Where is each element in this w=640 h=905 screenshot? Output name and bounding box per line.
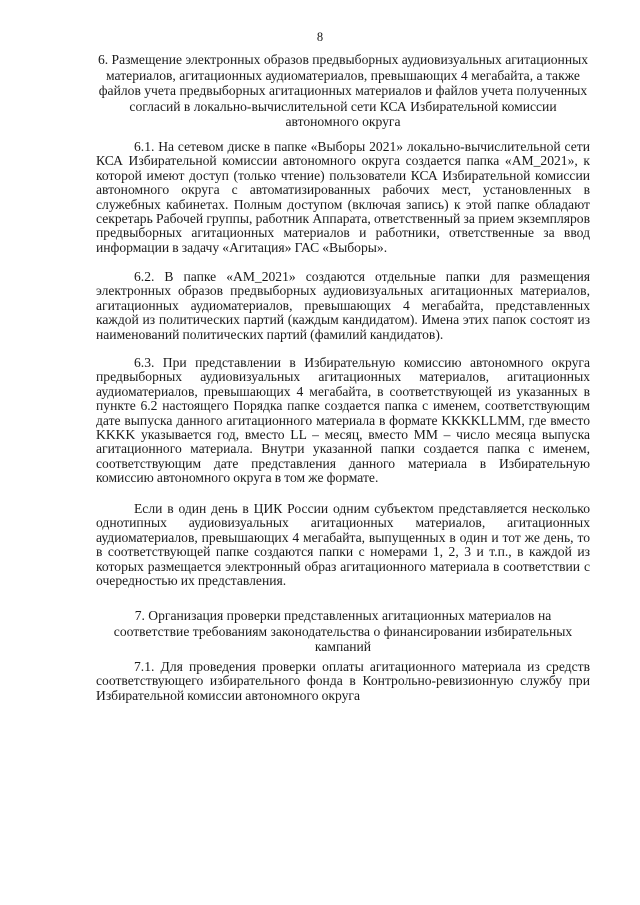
paragraph-6-1: 6.1. На сетевом диске в папке «Выборы 2021» локально-вычислительной сети КСА Избирательной комиссии автономного округа создается папка «AM_2021», к которой имеют доступ (только чтение) пользователи КСА Избирательной комиссии автономного округа с автоматизированных рабочих мест, установленных в служебных кабинетах. Полным доступом (включая запись) к этой папке обладают секретарь Рабочей группы, работник Аппарата, ответственный за прием экземпляров предвыборных агитационных материалов и работники, ответственные за ввод информации в задачу «Агитация» ГАС «Выборы». bbox=[96, 139, 590, 255]
paragraph-6-2: 6.2. В папке «AM_2021» создаются отдельные папки для размещения электронных образов предвыборных аудиовизуальных агитационных материалов, агитационных аудиоматериалов, превышающих 4 мегабайта, представленных каждой из политических партий (каждым кандидатом). Имена этих папок состоят из наименований политических партий (фамилий кандидатов). bbox=[96, 269, 590, 342]
paragraph-7-1: 7.1. Для проведения проверки оплаты агитационного материала из средств соответствующего избирательного фонда в Контрольно-ревизионную службу при Избирательной комиссии автономного округа bbox=[96, 659, 590, 703]
paragraph-6-3-continued: Если в один день в ЦИК России одним субъектом представляется несколько однотипных аудиовизуальных агитационных материалов, агитационных аудиоматериалов, превышающих 4 мегабайта, выпущенных в один и тот же день, то в соответствующей папке создаются папки с номерами 1, 2, 3 и т.п., в каждой из которых размещается электронный образ агитационного материала в соответствии с очередностью их представления. bbox=[96, 501, 590, 589]
paragraph-6-3: 6.3. При представлении в Избирательную комиссию автономного округа предвыборных аудиовизуальных агитационных материалов, агитационных аудиоматериалов, превышающих 4 мегабайта, в соответствующей из указанных в пункте 6.2 настоящего Порядка папке создается папка с именем, соответствующим дате выпуска данного агитационного материала в формате KKKKLLMM, где вместо KKKK указывается год, вместо LL – месяц, вместо MM – число месяца выпуска агитационного материала. Внутри указанной папки создается папка с именем, соответствующим дате представления данного материала в Избирательную комиссию автономного округа в том же формате. bbox=[96, 355, 590, 486]
page-number: 8 bbox=[316, 30, 324, 44]
section-7-heading: 7. Организация проверки представленных агитационных материалов на соответствие требованиям законодательства о финансировании избирательных кампаний bbox=[113, 608, 573, 654]
section-6-heading: 6. Размещение электронных образов предвыборных аудиовизуальных агитационных материалов, агитационных аудиоматериалов, превышающих 4 мегабайта, а также файлов учета предвыборных агитационных материалов и файлов учета полученных согласий в локально-вычислительной сети КСА Избирательной комиссии автономного округа bbox=[97, 52, 589, 129]
